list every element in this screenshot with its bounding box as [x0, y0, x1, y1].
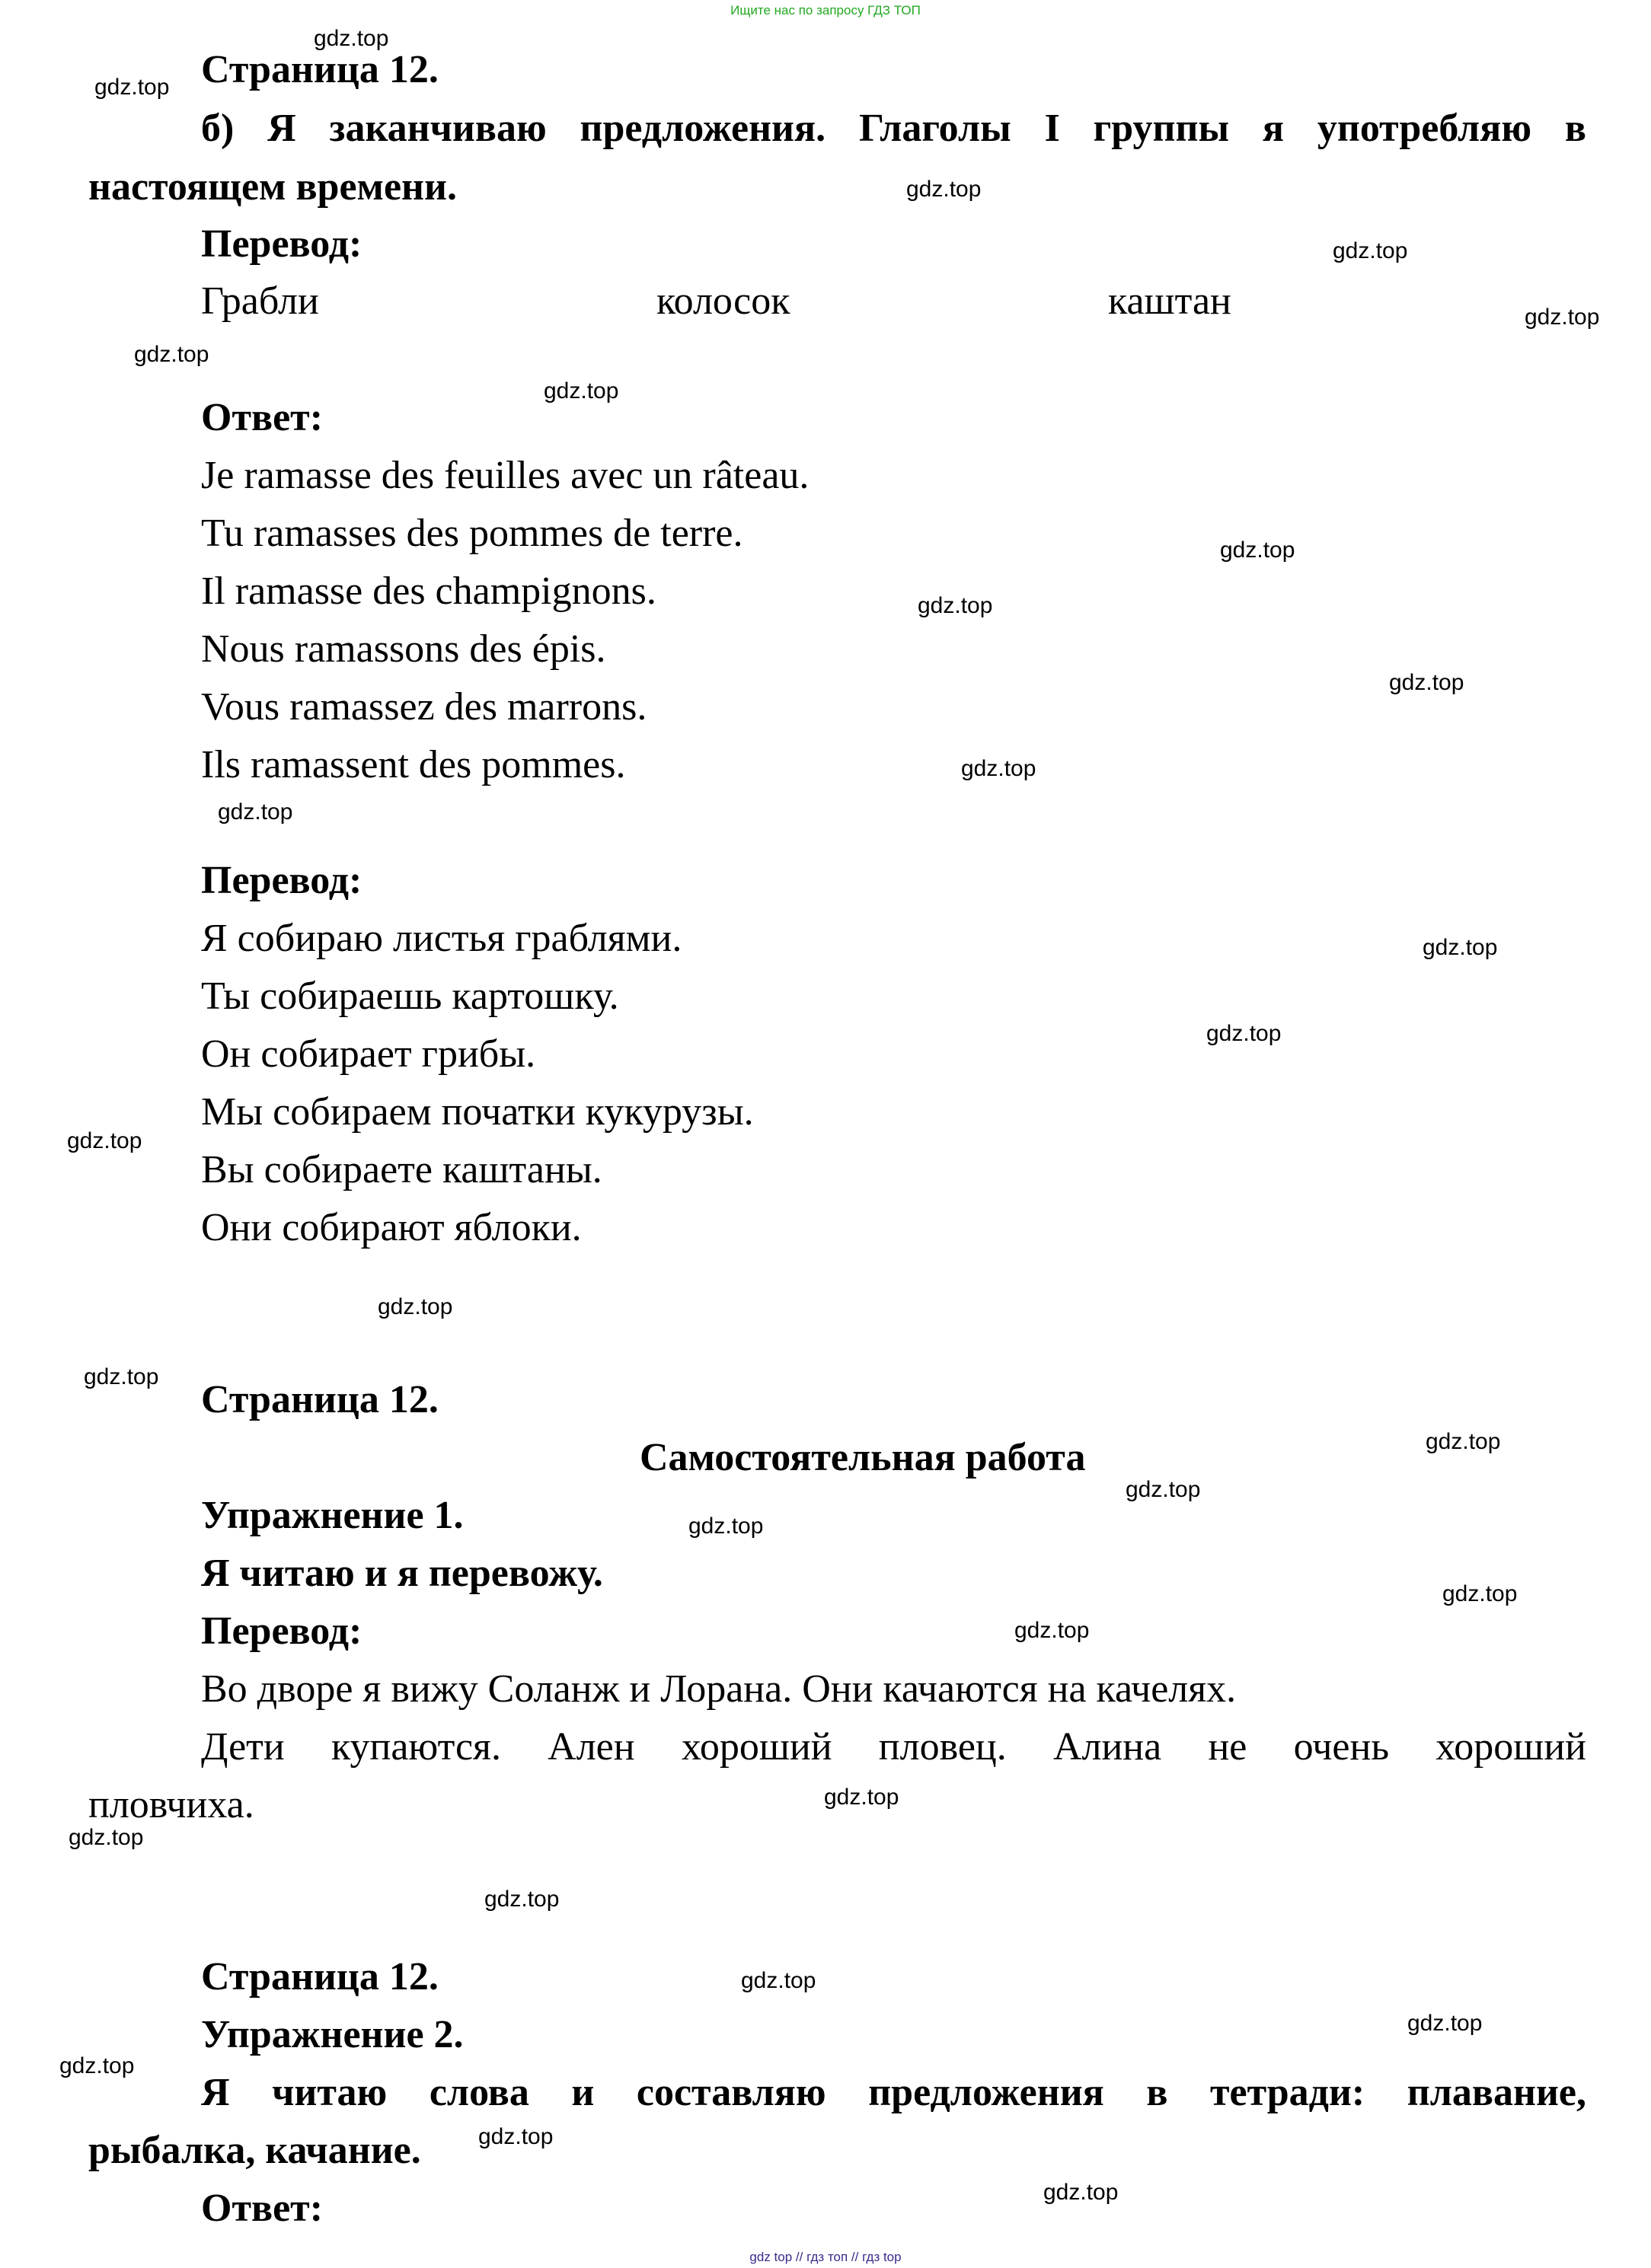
- section2-subtitle: Самостоятельная работа: [640, 1436, 1086, 1479]
- watermark: gdz.top: [824, 1785, 899, 1810]
- section3-task-line2: рыбалка, качание.: [88, 2129, 421, 2172]
- section1-task-line1: б) Я заканчиваю предложения. Глаголы I группы я употребляю в: [201, 107, 1586, 150]
- footer-note: gdz top // гдз топ // гдз top: [749, 2250, 902, 2264]
- section3-title: Страница 12.: [201, 1955, 439, 1998]
- section3-answer-heading: Ответ:: [201, 2187, 324, 2230]
- translation-line: Вы собираете каштаны.: [201, 1148, 602, 1191]
- watermark: gdz.top: [1525, 305, 1600, 330]
- watermark: gdz.top: [69, 1825, 144, 1850]
- watermark: gdz.top: [1206, 1021, 1282, 1046]
- answer-line: Nous ramassons des épis.: [201, 627, 606, 671]
- section2-text-line1: Во дворе я вижу Соланж и Лорана. Они качаются на качелях.: [201, 1667, 1237, 1711]
- watermark: gdz.top: [1014, 1618, 1090, 1643]
- watermark: gdz.top: [961, 756, 1036, 781]
- section1-answer-heading: Ответ:: [201, 396, 324, 439]
- section2-text-line2: Дети купаются. Ален хороший пловец. Алина не очень хороший: [201, 1725, 1586, 1769]
- answer-line: Ils ramassent des pommes.: [201, 743, 626, 786]
- watermark: gdz.top: [1333, 238, 1408, 263]
- watermark: gdz.top: [218, 799, 293, 825]
- watermark: gdz.top: [1220, 537, 1295, 563]
- watermark: gdz.top: [478, 2124, 554, 2149]
- watermark: gdz.top: [59, 2053, 135, 2078]
- watermark: gdz.top: [1423, 935, 1498, 960]
- word-rake: Грабли: [201, 279, 319, 323]
- word-chestnut: каштан: [1108, 279, 1231, 323]
- translation-line: Он собирает грибы.: [201, 1032, 536, 1076]
- section1-title: Страница 12.: [201, 48, 439, 91]
- answer-line: Tu ramasses des pommes de terre.: [201, 512, 743, 555]
- watermark: gdz.top: [906, 177, 982, 202]
- watermark: gdz.top: [94, 75, 170, 100]
- answer-line: Je ramasse des feuilles avec un râteau.: [201, 454, 810, 497]
- section2-task: Я читаю и я перевожу.: [201, 1552, 603, 1595]
- watermark: gdz.top: [378, 1294, 453, 1319]
- watermark: gdz.top: [1442, 1581, 1518, 1606]
- translation-line: Ты собираешь картошку.: [201, 975, 619, 1018]
- watermark: gdz.top: [84, 1364, 159, 1389]
- watermark: gdz.top: [544, 378, 619, 404]
- watermark: gdz.top: [688, 1514, 764, 1539]
- translation-line: Я собираю листья граблями.: [201, 917, 682, 960]
- section2-translation-heading: Перевод:: [201, 1609, 362, 1653]
- watermark: gdz.top: [1407, 2011, 1483, 2036]
- section1-translation-heading: Перевод:: [201, 222, 362, 266]
- word-ear: колосок: [656, 279, 790, 323]
- watermark: gdz.top: [1389, 670, 1464, 695]
- translation-line: Мы собираем початки кукурузы.: [201, 1090, 754, 1134]
- watermark: gdz.top: [484, 1887, 560, 1912]
- section1-translation-heading2: Перевод:: [201, 859, 362, 902]
- section2-title: Страница 12.: [201, 1378, 439, 1421]
- answer-line: Vous ramassez des marrons.: [201, 685, 647, 729]
- section2-text-line3: пловчиха.: [88, 1783, 254, 1826]
- watermark: gdz.top: [1043, 2180, 1119, 2205]
- watermark: gdz.top: [918, 593, 993, 618]
- translation-line: Они собирают яблоки.: [201, 1206, 582, 1249]
- section1-task-line2: настоящем времени.: [88, 165, 457, 209]
- watermark: gdz.top: [134, 342, 209, 367]
- answer-line: Il ramasse des champignons.: [201, 569, 656, 613]
- watermark: gdz.top: [741, 1968, 816, 1993]
- header-note: Ищите нас по запросу ГДЗ ТОП: [730, 3, 921, 18]
- watermark: gdz.top: [1426, 1429, 1501, 1454]
- watermark: gdz.top: [67, 1128, 142, 1153]
- watermark: gdz.top: [1126, 1477, 1201, 1502]
- section2-exercise: Упражнение 1.: [201, 1494, 464, 1537]
- section3-exercise: Упражнение 2.: [201, 2013, 464, 2056]
- watermark: gdz.top: [314, 26, 389, 51]
- section3-task-line1: Я читаю слова и составляю предложения в тетради: плавание,: [201, 2071, 1586, 2114]
